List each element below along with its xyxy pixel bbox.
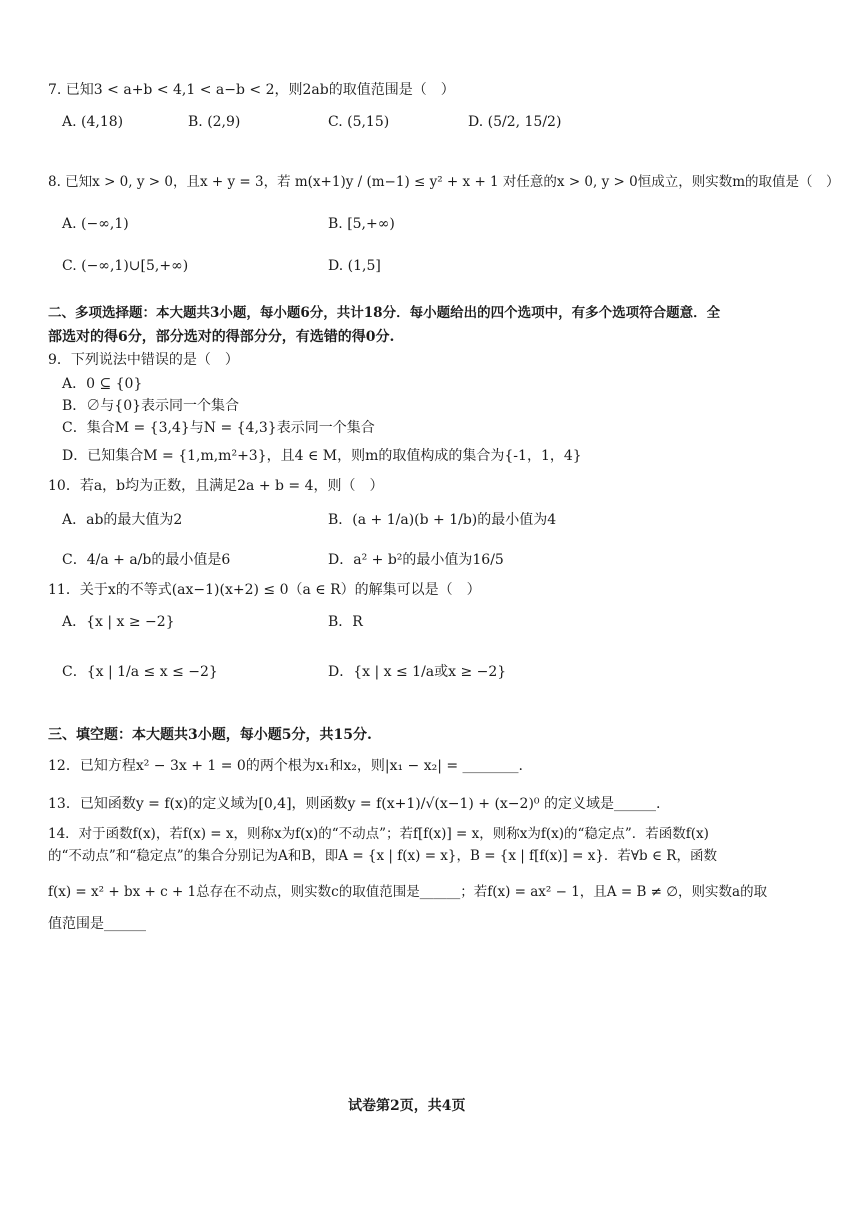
question-9-option-b: B．∅与{0}表示同一个集合 [62,398,240,414]
question-7-option-c: C. (5,15) [328,114,390,130]
question-10-stem: 10．若a，b均为正数，且满足2a + b = 4，则（ ） [48,478,384,494]
question-11-option-c: C．{x | 1/a ≤ x ≤ −2} [62,664,218,680]
question-7-option-d: D. (5/2, 15/2) [468,114,562,130]
question-8-stem: 8. 已知x > 0, y > 0，且x + y = 3，若 m(x+1)y / (m−1) ≤ y² + x + 1 对任意的x > 0, y > 0恒成立，则实数m的取值是（ ） [48,174,840,190]
question-11-option-b: B．R [328,614,363,630]
question-7-option-b: B. (2,9) [188,114,241,130]
section-3-heading: 三、填空题：本大题共3小题，每小题5分，共15分. [48,727,372,743]
question-9-stem: 9．下列说法中错误的是（ ） [48,352,239,368]
question-12-stem: 12．已知方程x² − 3x + 1 = 0的两个根为x₁和x₂，则|x₁ − x₂| = ________. [48,758,524,774]
question-14-line1: 14．对于函数f(x)，若f(x) = x，则称x为f(x)的“不动点”；若f[f(x)] = x，则称x为f(x)的“稳定点”．若函数f(x) [48,826,709,842]
question-11-option-d: D．{x | x ≤ 1/a或x ≥ −2} [328,664,507,680]
page-footer: 试卷第2页，共4页 [348,1098,466,1114]
question-10-option-c: C．4/a + a/b的最小值是6 [62,552,231,568]
question-10-option-d: D．a² + b²的最小值为16/5 [328,552,504,568]
question-11-stem: 11．关于x的不等式(ax−1)(x+2) ≤ 0（a ∈ R）的解集可以是（ ） [48,582,481,598]
question-10-option-b: B．(a + 1/a)(b + 1/b)的最小值为4 [328,512,557,528]
question-9-option-d: D．已知集合M = {1,m,m²+3}，且4 ∈ M，则m的取值构成的集合为{-1，1，4} [62,448,582,464]
question-10-option-a: A．ab的最大值为2 [62,512,183,528]
question-8-option-d: D. (1,5] [328,258,381,274]
question-14-line2: 的“不动点”和“稳定点”的集合分别记为A和B，即A = {x | f(x) = x}，B = {x | f[f(x)] = x}．若∀b ∈ R，函数 [48,848,717,864]
question-14-line4: 值范围是______ [48,916,146,932]
question-8-option-c: C. (−∞,1)∪[5,+∞) [62,258,189,274]
question-8-option-b: B. [5,+∞) [328,216,395,232]
question-11-option-a: A．{x | x ≥ −2} [62,614,175,630]
question-14-line3: f(x) = x² + bx + c + 1总存在不动点，则实数c的取值范围是______；若f(x) = ax² − 1，且A = B ≠ ∅，则实数a的取 [48,884,768,900]
question-7-stem: 7. 已知3 < a+b < 4,1 < a−b < 2，则2ab的取值范围是（ ） [48,82,455,98]
question-9-option-a: A．0 ⊆ {0} [62,376,143,392]
question-8-option-a: A. (−∞,1) [62,216,129,232]
question-7-option-a: A. (4,18) [62,114,124,130]
question-9-option-c: C．集合M = {3,4}与N = {4,3}表示同一个集合 [62,420,375,436]
section-2-heading-line2: 部选对的得6分，部分选对的得部分分，有选错的得0分. [48,329,395,345]
section-2-heading-line1: 二、多项选择题：本大题共3小题，每小题6分，共计18分．每小题给出的四个选项中，有多个选项符合题意．全 [48,305,721,321]
question-13-stem: 13．已知函数y = f(x)的定义域为[0,4]，则函数y = f(x+1)/√(x−1) + (x−2)⁰ 的定义域是______. [48,796,661,812]
